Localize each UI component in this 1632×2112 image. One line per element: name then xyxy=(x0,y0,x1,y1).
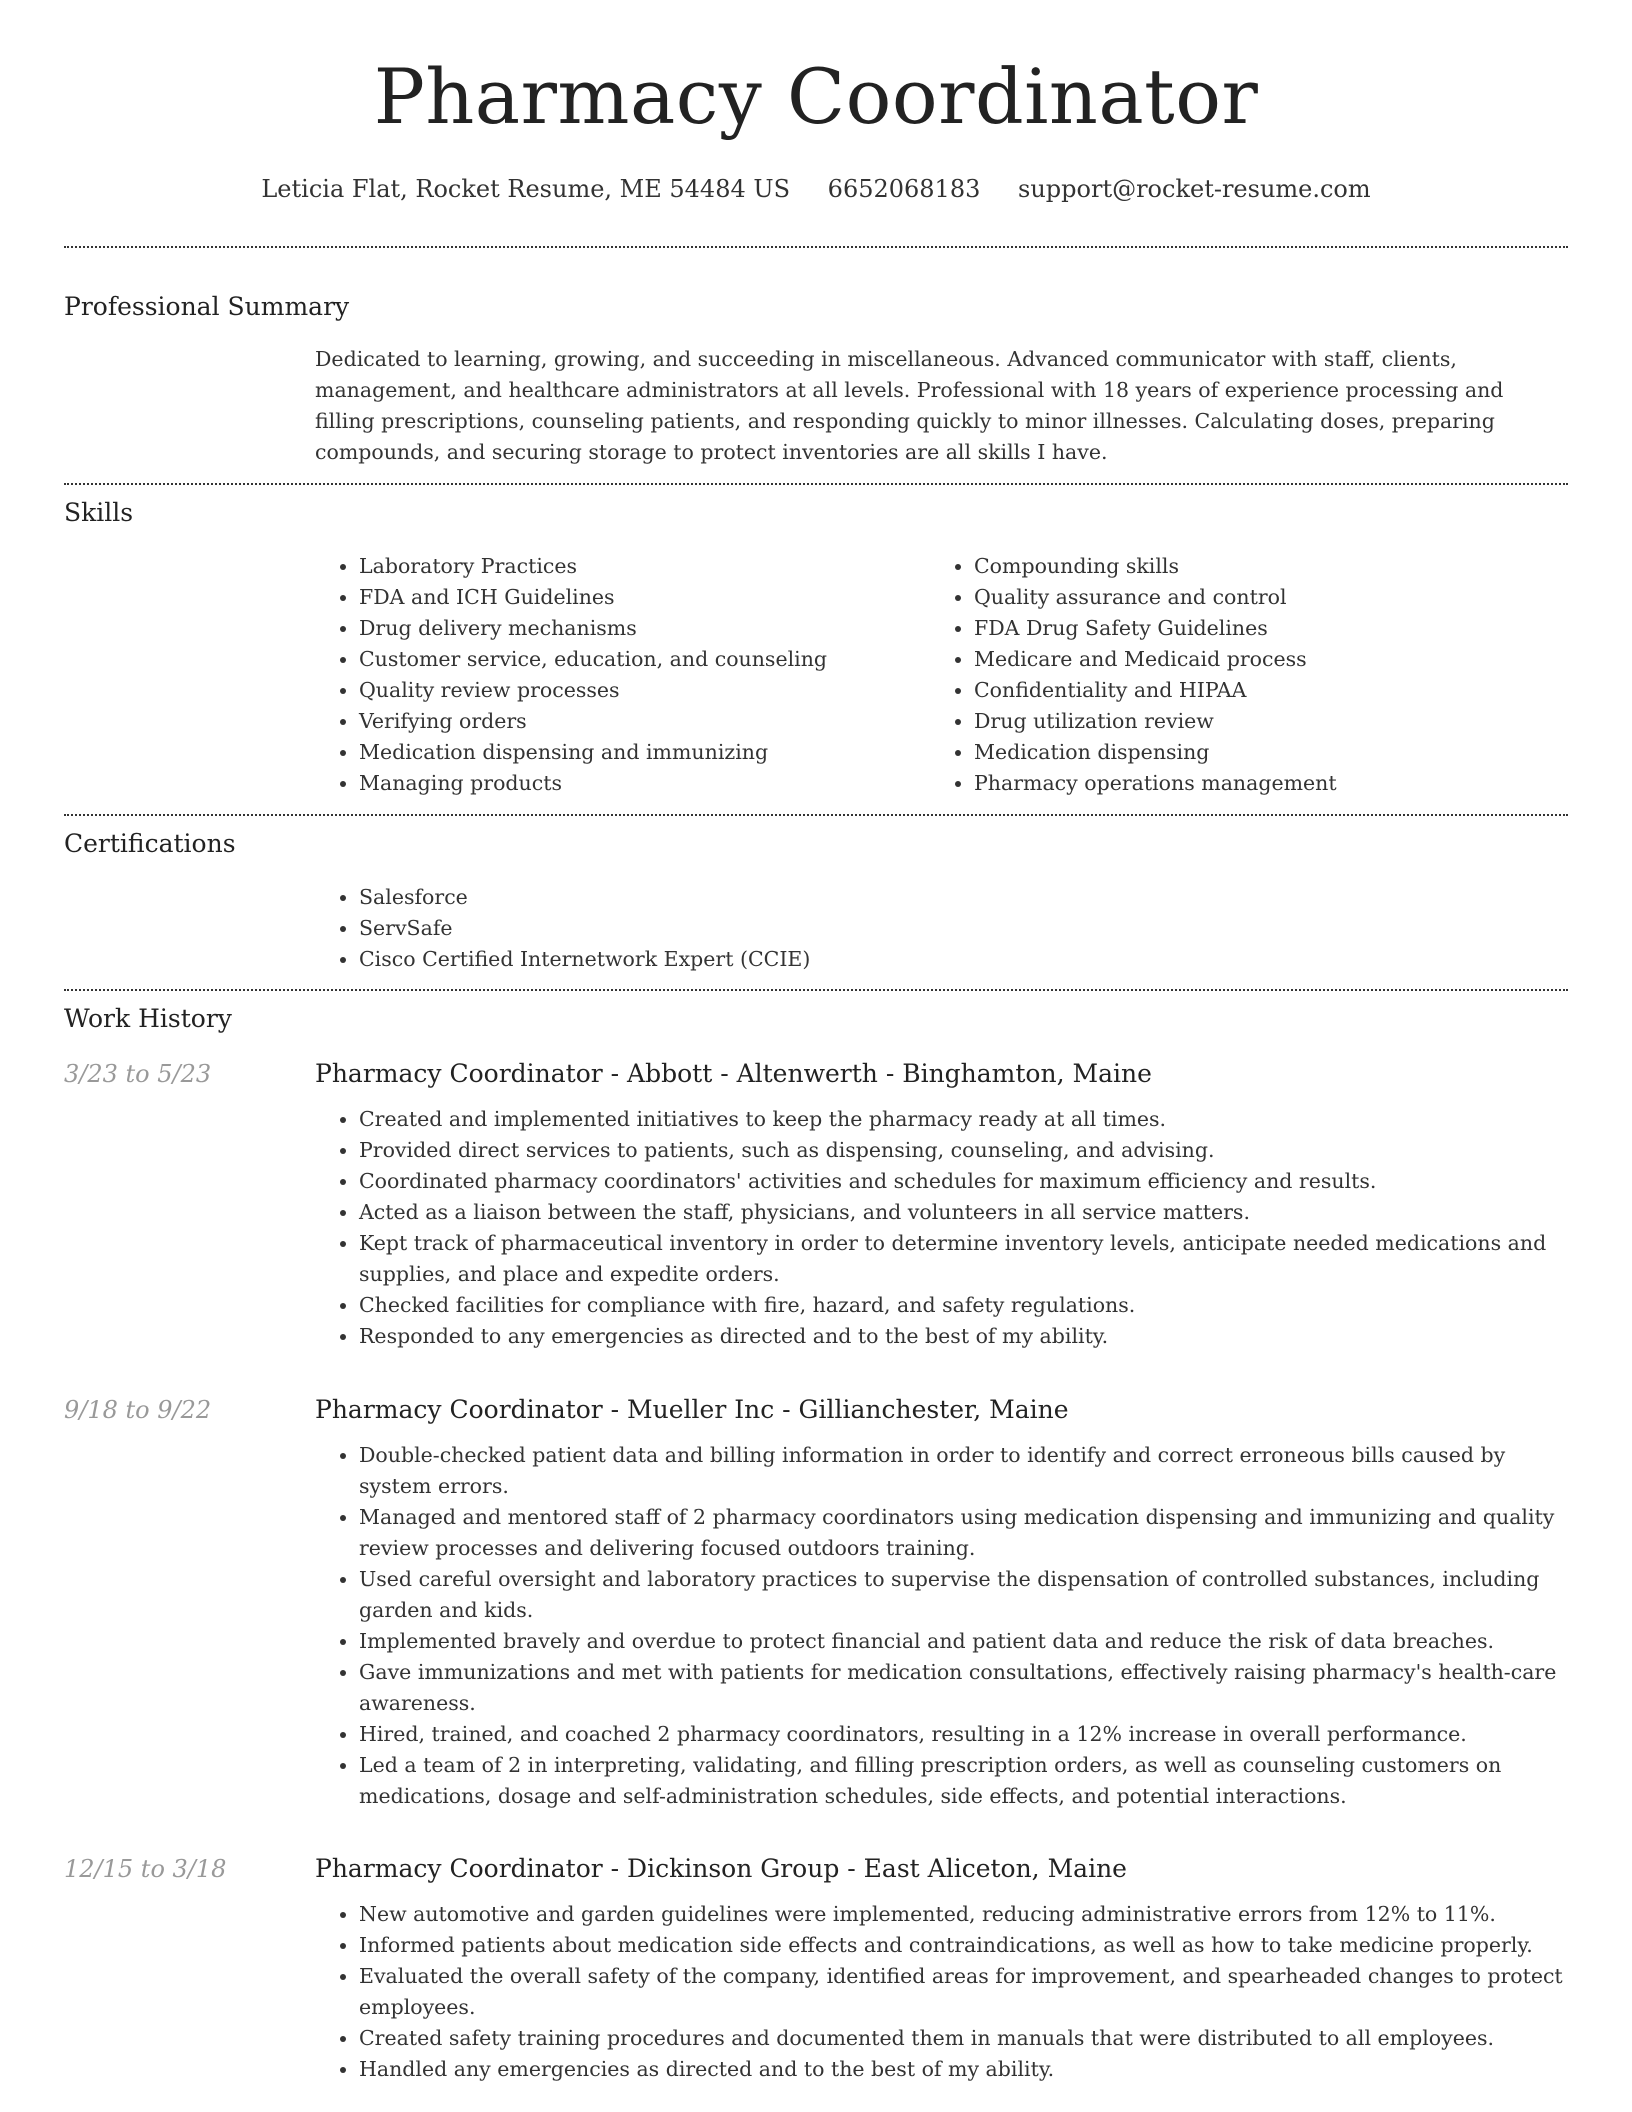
skill-item: • Drug utilization review xyxy=(974,706,1544,737)
section-divider xyxy=(64,989,1568,991)
skills-list-left xyxy=(315,551,930,799)
job-dates: 9/18 to 9/22 xyxy=(64,1396,212,1424)
resume-page xyxy=(64,0,1568,2085)
skill-item: • Quality assurance and control xyxy=(974,582,1544,613)
summary-heading: Professional Summary xyxy=(64,292,350,321)
job-entry xyxy=(64,1393,1568,1812)
skills-columns xyxy=(315,551,1568,799)
job-entry xyxy=(64,1852,1568,2085)
job-title: Pharmacy Coordinator - Mueller Inc - Gillianchester, Maine xyxy=(315,1395,1069,1424)
certification-item: • Cisco Certified Internetwork Expert (CCIE) xyxy=(359,944,1568,975)
certification-item: • ServSafe xyxy=(359,913,1568,944)
job-bullet: • Created safety training procedures and documented them in manuals that were distributed to all employees. xyxy=(359,2023,1569,2054)
skill-item: • Pharmacy operations management xyxy=(974,768,1544,799)
certification-item: • Salesforce xyxy=(359,882,1568,913)
job-bullet: • Created and implemented initiatives to keep the pharmacy ready at all times. xyxy=(359,1104,1569,1135)
skill-item: • Verifying orders xyxy=(359,706,930,737)
job-bullets xyxy=(315,1104,1569,1352)
skill-item: • FDA and ICH Guidelines xyxy=(359,582,930,613)
skill-item: • FDA Drug Safety Guidelines xyxy=(974,613,1544,644)
section-divider xyxy=(64,246,1568,248)
skills-list-right xyxy=(930,551,1544,799)
skill-item: • Managing products xyxy=(359,768,930,799)
contact-phone: 6652068183 xyxy=(827,175,981,203)
skill-item: • Medication dispensing and immunizing xyxy=(359,737,930,768)
job-title: Pharmacy Coordinator - Abbott - Altenwerth - Binghamton, Maine xyxy=(315,1059,1152,1088)
job-bullet: • New automotive and garden guidelines were implemented, reducing administrative errors from 12% to 11%. xyxy=(359,1899,1569,1930)
skill-item: • Compounding skills xyxy=(974,551,1544,582)
job-bullet: • Gave immunizations and met with patients for medication consultations, effectively raising pharmacy's health-care awareness. xyxy=(359,1657,1569,1719)
contact-address: Leticia Flat, Rocket Resume, ME 54484 US xyxy=(261,175,791,203)
job-title: Pharmacy Coordinator - Dickinson Group - East Aliceton, Maine xyxy=(315,1854,1127,1883)
certifications-list xyxy=(315,882,1568,975)
skill-item: • Quality review processes xyxy=(359,675,930,706)
skills-heading: Skills xyxy=(64,498,134,527)
skill-item: • Confidentiality and HIPAA xyxy=(974,675,1544,706)
job-bullet: • Acted as a liaison between the staff, physicians, and volunteers in all service matters. xyxy=(359,1197,1569,1228)
job-bullet: • Implemented bravely and overdue to protect financial and patient data and reduce the risk of data breaches. xyxy=(359,1626,1569,1657)
section-divider xyxy=(64,483,1568,485)
job-header xyxy=(64,1393,1568,1427)
skill-item: • Medicare and Medicaid process xyxy=(974,644,1544,675)
section-divider xyxy=(64,814,1568,816)
job-dates: 3/23 to 5/23 xyxy=(64,1060,212,1088)
job-bullet: • Used careful oversight and laboratory practices to supervise the dispensation of controlled substances, including garden and kids. xyxy=(359,1564,1569,1626)
job-bullet: • Managed and mentored staff of 2 pharmacy coordinators using medication dispensing and immunizing and quality review processes and delivering focused outdoors training. xyxy=(359,1502,1569,1564)
job-entry xyxy=(64,1057,1568,1352)
job-bullet: • Evaluated the overall safety of the company, identified areas for improvement, and spearheaded changes to protect employees. xyxy=(359,1961,1569,2023)
skill-item: • Medication dispensing xyxy=(974,737,1544,768)
job-bullet: • Checked facilities for compliance with fire, hazard, and safety regulations. xyxy=(359,1290,1569,1321)
skill-item: • Customer service, education, and counseling xyxy=(359,644,930,675)
summary-text: Dedicated to learning, growing, and succeeding in miscellaneous. Advanced communicator with staff, clients, management, and healthcare administrators at all levels. Professional with 18 years of experience processing and filling prescriptions, counseling patients, and responding quickly to minor illnesses. Calculating doses, preparing compounds, and securing storage to protect inventories are all skills I have. xyxy=(315,347,1504,464)
contact-email: support@rocket-resume.com xyxy=(1018,175,1371,203)
job-bullets xyxy=(315,1899,1569,2085)
work-history-heading: Work History xyxy=(64,1004,232,1033)
job-bullet: • Led a team of 2 in interpreting, validating, and filling prescription orders, as well as counseling customers on medications, dosage and self-administration schedules, side effects, and potential interactions. xyxy=(359,1750,1569,1812)
certifications-heading: Certifications xyxy=(64,829,236,858)
job-bullet: • Provided direct services to patients, such as dispensing, counseling, and advising. xyxy=(359,1135,1569,1166)
resume-title: Pharmacy Coordinator xyxy=(373,52,1259,141)
job-bullet: • Double-checked patient data and billing information in order to identify and correct erroneous bills caused by system errors. xyxy=(359,1440,1569,1502)
job-bullets xyxy=(315,1440,1569,1812)
job-bullet: • Hired, trained, and coached 2 pharmacy coordinators, resulting in a 12% increase in overall performance. xyxy=(359,1719,1569,1750)
skill-item: • Laboratory Practices xyxy=(359,551,930,582)
job-bullet: • Coordinated pharmacy coordinators' activities and schedules for maximum efficiency and results. xyxy=(359,1166,1569,1197)
job-bullet: • Kept track of pharmaceutical inventory in order to determine inventory levels, anticipate needed medications and supplies, and place and expedite orders. xyxy=(359,1228,1569,1290)
job-bullet: • Informed patients about medication side effects and contraindications, as well as how to take medicine properly. xyxy=(359,1930,1569,1961)
job-dates: 12/15 to 3/18 xyxy=(64,1855,227,1883)
job-header xyxy=(64,1852,1568,1886)
skill-item: • Drug delivery mechanisms xyxy=(359,613,930,644)
job-bullet: • Responded to any emergencies as directed and to the best of my ability. xyxy=(359,1321,1569,1352)
contact-line xyxy=(64,172,1568,206)
job-bullet: • Handled any emergencies as directed and to the best of my ability. xyxy=(359,2054,1569,2085)
job-header xyxy=(64,1057,1568,1091)
